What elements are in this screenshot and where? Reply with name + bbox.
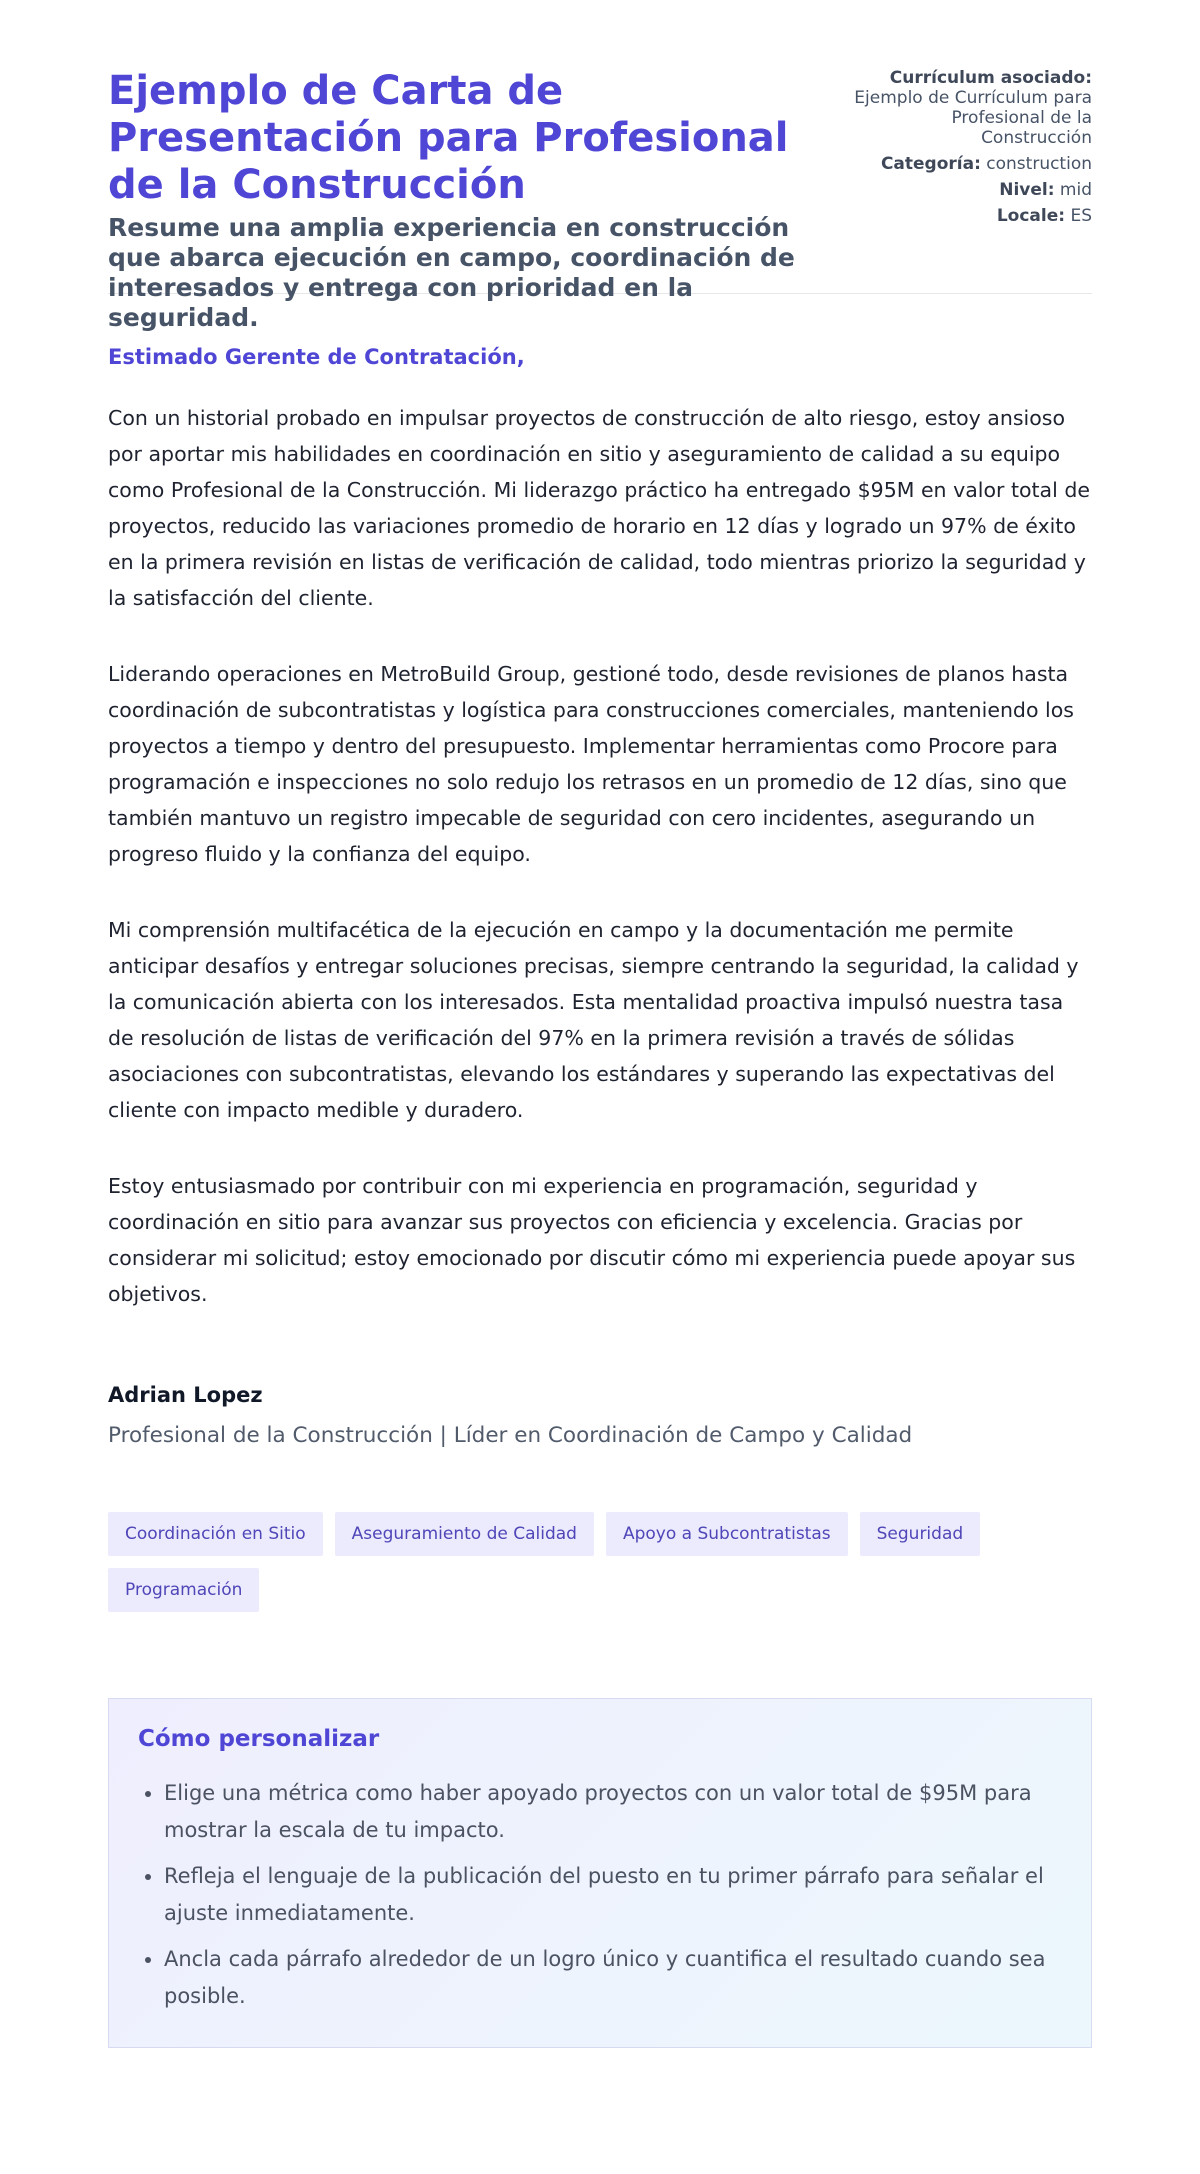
meta-resume-label: Currículum asociado:: [889, 68, 1092, 88]
page-header: [108, 0, 1092, 332]
skill-tag: Aseguramiento de Calidad: [335, 1512, 594, 1556]
skill-tag: Seguridad: [860, 1512, 981, 1556]
tips-title: Cómo personalizar: [138, 1726, 380, 1752]
skill-tag: Apoyo a Subcontratistas: [606, 1512, 848, 1556]
meta-locale-value: ES: [1070, 206, 1092, 226]
meta-resume: [852, 68, 1092, 148]
meta-locale-label: Locale:: [996, 206, 1066, 226]
meta-category-label: Categoría:: [880, 154, 981, 174]
tip-item: • Ancla cada párrafo alrededor de un logro único y cuantifica el resultado cuando sea posible.: [164, 1941, 1062, 2015]
customization-tips: [108, 1698, 1092, 2048]
tips-list: [138, 1775, 1062, 2015]
meta-level-value: mid: [1059, 180, 1092, 200]
meta-level-label: Nivel:: [999, 180, 1055, 200]
letter-paragraph: Con un historial probado en impulsar proyectos de construcción de alto riesgo, estoy ansioso por aportar mis habilidades en coordinación en sitio y aseguramiento de calidad a su equipo como Profesional de la Construcción. Mi liderazgo práctico ha entregado $95M en valor total de proyectos, reducido las variaciones promedio de horario en 12 días y logrado un 97% de éxito en la primera revisión en listas de verificación de calidad, todo mientras priorizo la seguridad y la satisfacción del cliente.: [108, 406, 1090, 610]
skill-tag: Programación: [108, 1568, 259, 1612]
letter-paragraph: Mi comprensión multifacética de la ejecución en campo y la documentación me permite anticipar desafíos y entregar soluciones precisas, siempre centrando la seguridad, la calidad y la comunicación abierta con los interesados. Esta mentalidad proactiva impulsó nuestra tasa de resolución de listas de verificación del 97% en la primera revisión a través de sólidas asociaciones con subcontratistas, elevando los estándares y superando las expectativas del cliente con impacto medible y duradero.: [108, 918, 1079, 1122]
letter-paragraph: Estoy entusiasmado por contribuir con mi experiencia en programación, seguridad y coordinación en sitio para avanzar sus proyectos con eficiencia y excelencia. Gracias por considerar mi solicitud; estoy emocionado por discutir cómo mi experiencia puede apoyar sus objetivos.: [108, 1174, 1076, 1306]
header-text: [108, 68, 838, 333]
page-subtitle: Resume una amplia experiencia en construcción que abarca ejecución en campo, coordinación de interesados y entrega con prioridad en la seguridad.: [108, 213, 795, 332]
signature-block: [108, 1382, 1092, 1450]
meta-resume-link[interactable]: Ejemplo de Currículum para Profesional de la Construcción: [854, 88, 1092, 148]
tip-item: • Refleja el lenguaje de la publicación del puesto en tu primer párrafo para señalar el ajuste inmediatamente.: [164, 1858, 1062, 1932]
meta-locale: [852, 206, 1092, 226]
tip-item: • Elige una métrica como haber apoyado proyectos con un valor total de $95M para mostrar la escala de tu impacto.: [164, 1775, 1062, 1849]
metadata-panel: [852, 68, 1092, 232]
letter-paragraph: Liderando operaciones en MetroBuild Group, gestioné todo, desde revisiones de planos hasta coordinación de subcontratistas y logística para construcciones comerciales, manteniendo los proyectos a tiempo y dentro del presupuesto. Implementar herramientas como Procore para programación e inspecciones no solo redujo los retrasos en un promedio de 12 días, sino que también mantuvo un registro impecable de seguridad con cero incidentes, asegurando un progreso fluido y la confianza del equipo.: [108, 662, 1074, 866]
signature-title: Profesional de la Construcción | Líder en Coordinación de Campo y Calidad: [108, 1423, 913, 1448]
page-title: Ejemplo de Carta de Presentación para Profesional de la Construcción: [108, 68, 789, 208]
letter-greeting: Estimado Gerente de Contratación,: [108, 345, 525, 369]
meta-level: [852, 180, 1092, 200]
signature-name: Adrian Lopez: [108, 1383, 263, 1407]
meta-category: [852, 154, 1092, 174]
skill-tag: Coordinación en Sitio: [108, 1512, 323, 1556]
meta-category-value: construction: [986, 154, 1092, 174]
skill-tags: [108, 1512, 1008, 1612]
letter-body: [108, 344, 1092, 1312]
